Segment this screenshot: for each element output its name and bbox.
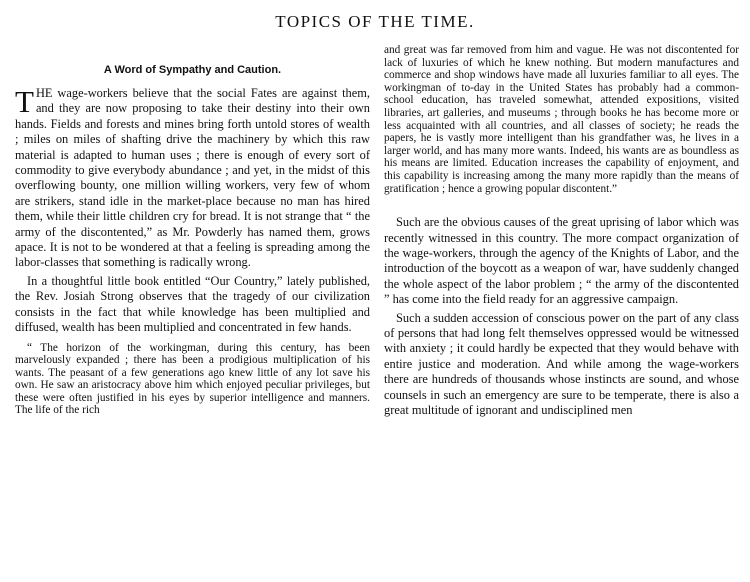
block-quote-continued: and great was far removed from him and vague. He was not discontented for lack of luxuries of which he knew nothing. But modern manufactures and commerce and shop windows have made all luxuries familiar to all eyes. The workingman of to-day in the United States has probably had a common-school education, has traveled somewhat, attended expositions, visited libraries, art galleries, and museums ; through books he has become more or less acquainted with all countries, and all classes of society; he reads the papers, he is vastly more intelligent than his grandfather was, he lives in a larger world, and has many more wants. Indeed, his wants are as boundless as his means are limited. Education increases the capability of enjoyment, and this capability is increasing among the many more rapidly than the means of gratification ; hence a growing popular discontent.” xyxy=(384,44,739,195)
paragraph-1 xyxy=(15,86,370,271)
paragraph-2: In a thoughtful little book entitled “Our Country,” lately published, the Rev. Josiah Strong observes that the tragedy of our civilization consists in the fact that while knowledge has been multiplied and diffused, wealth has been multiplied and concentrated in few hands. xyxy=(15,273,370,335)
left-column xyxy=(15,44,370,421)
paragraph-1-text: HE wage-workers believe that the social Fates are against them, and they are now proposing to take their destiny into their own hands. Fields and forests and mines bring forth untold stores of wealth ; miles on miles of shafting drive the machinery by which this raw material is adapted to human uses ; there is enough of every sort of commodity to give everybody abundance ; and yet, in the midst of this overflowing bounty, one million willing workers, very few of whom are strikers, stand idle in the market-place because no man has hired them, while their little children cry for bread. It is not strange that “ the army of the discontented,” as Mr. Powderly has named them, grows apace. It is not to be wondered at that a feeling is spreading among the labor-classes that something is radically wrong. xyxy=(15,86,370,270)
page-title: TOPICS OF THE TIME. xyxy=(275,12,475,31)
paragraph-3: Such are the obvious causes of the great uprising of labor which was recently witnessed in this country. The more compact organization of the wage-workers, through the agency of the Knights of Labor, and the introduction of the boycott as a weapon of war, have suddenly changed the whole aspect of the labor problem ; “ the army of the discontented ” has come into the field ready for an aggressive campaign. xyxy=(384,215,739,307)
right-column xyxy=(384,44,739,421)
section-heading: A Word of Sympathy and Caution. xyxy=(103,64,282,76)
drop-cap: T xyxy=(15,84,34,119)
block-quote: “ The horizon of the workingman, during this century, has been marvelously expanded ; there has been a prodigious multiplication of his wants. The peasant of a few generations ago knew little of any lot save his own. He saw an aristocracy above him which enjoyed peculiar privileges, but these were often justified in his eyes by superior intelligence and manners. The life of the rich xyxy=(15,341,370,417)
paragraph-4: Such a sudden accession of conscious power on the part of any class of persons that had long felt themselves oppressed would be witnessed with anxiety ; it could hardly be expected that they would behave with entire justice and moderation. And while among the wage-workers there are hundreds of thousands whose instincts are sound, and whose counsels in such an emergency are sure to be temperate, there is also a great multitude of ignorant and undisciplined men xyxy=(384,310,739,417)
